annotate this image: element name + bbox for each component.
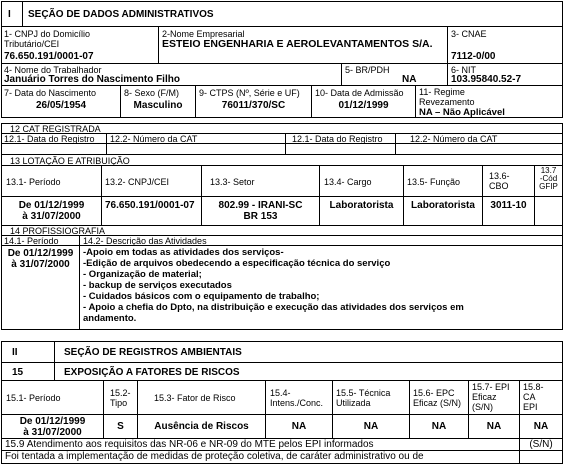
lotacao-header-text: 13 LOTAÇÃO E ATRIBUIÇÃO xyxy=(10,156,130,166)
lot-h-funcao xyxy=(403,165,483,197)
lot-v-cargo-value: Laboratorista xyxy=(329,200,394,211)
prof-line-5: - Cuidados básicos com o equipamento de trabalho; xyxy=(83,291,320,302)
exp-v-epc xyxy=(409,414,469,439)
prof-line-4: - backup de serviços executados xyxy=(83,280,232,291)
prof-line-3: - Organização de material; xyxy=(83,269,202,280)
lot-v-cargo xyxy=(319,196,404,226)
lot-h-setor xyxy=(201,165,320,197)
exp-v-epi-value: NA xyxy=(486,421,502,432)
exp-v-tipo-value: S xyxy=(117,421,124,432)
exp-v-intens-value: NA xyxy=(291,421,307,432)
sexo-value: Masculino xyxy=(133,100,183,111)
section-1-title: SEÇÃO DE DADOS ADMINISTRATIVOS xyxy=(28,9,214,20)
admissao-value: 01/12/1999 xyxy=(338,100,389,111)
exp-h-tipo-label: 15.2- Tipo xyxy=(110,388,131,408)
exp-h-epc-label: 15.6- EPC Eficaz (S/N) xyxy=(413,388,462,408)
nascimento-value: 26/05/1954 xyxy=(35,100,87,111)
prof-line-2: -Edição de arquivos obedecendo a especificação técnica do serviço xyxy=(83,258,391,269)
lot-v-cbo xyxy=(482,196,535,226)
lot-v-periodo xyxy=(1,196,102,226)
br-pdh-value: NA xyxy=(402,74,417,85)
exp-v-epc-value: NA xyxy=(431,421,447,432)
lot-h-cbo xyxy=(482,165,535,197)
exp-v-ca xyxy=(519,414,563,439)
ctps-cell xyxy=(195,85,312,118)
exp-h-intens xyxy=(265,380,333,415)
cnae-value: 7112-0/00 xyxy=(451,51,496,62)
sexo-cell xyxy=(120,85,196,118)
prof-line-6: - Apoio a chefia do Dpto, na distribuição e execução das atividades dos serviços em xyxy=(83,302,464,313)
item-15-9-sn-label: (S/N) xyxy=(529,439,553,450)
lot-v-setor-value: 802.99 - IRANI-SC BR 153 xyxy=(218,200,303,222)
exp-h-intens-label: 15.4- Intens./Conc. xyxy=(270,388,324,408)
exposicao-number: 15 xyxy=(12,367,24,378)
cat-col-4-label: 12.2- Número da CAT xyxy=(410,134,498,144)
nit-label: 6- NIT xyxy=(451,65,477,75)
empresa-label: 2-Nome Empresarial xyxy=(162,29,245,39)
br-pdh-label: 5- BR/PDH xyxy=(345,65,390,75)
section-1-header xyxy=(1,1,563,27)
cat-col-1-label: 12.1- Data do Registro xyxy=(4,134,95,144)
lot-h-gfip xyxy=(534,165,563,197)
nit-value: 103.95840.52-7 xyxy=(451,74,522,85)
lot-h-cargo xyxy=(319,165,404,197)
exp-h-periodo-label: 15.1- Período xyxy=(6,393,61,403)
nascimento-cell xyxy=(1,85,121,118)
prof-v-periodo-value: De 01/12/1999 à 31/07/2000 xyxy=(7,248,74,270)
lot-h-periodo xyxy=(1,165,102,197)
exp-h-epi-label: 15.7- EPI Eficaz (S/N) xyxy=(472,382,510,412)
exp-v-tecnica xyxy=(332,414,410,439)
lot-h-cnpj xyxy=(101,165,202,197)
cnae-label: 3- CNAE xyxy=(451,29,487,39)
nascimento-label: 7- Data do Nascimento xyxy=(4,88,97,98)
ctps-label: 9- CTPS (Nº, Série e UF) xyxy=(199,88,300,98)
section-2-number: II xyxy=(12,347,18,358)
lot-h-setor-label: 13.3- Setor xyxy=(210,177,255,187)
lot-h-funcao-label: 13.5- Função xyxy=(407,177,461,187)
cnpj-value: 76.650.191/0001-07 xyxy=(4,51,94,62)
divider xyxy=(54,362,55,381)
section-1-number: I xyxy=(8,9,11,20)
exposicao-title: EXPOSIÇÃO A FATORES DE RISCOS xyxy=(64,367,240,378)
trabalhador-label: 4- Nome do Trabalhador xyxy=(4,65,102,75)
exp-h-tipo xyxy=(103,380,138,415)
prof-line-7: andamento. xyxy=(83,313,137,324)
exp-v-ca-value: NA xyxy=(533,421,549,432)
exp-v-periodo-value: De 01/12/1999 à 31/07/2000 xyxy=(19,416,86,438)
lot-v-funcao-value: Laboratorista xyxy=(411,200,475,211)
cnpj-cell xyxy=(1,26,159,64)
divider xyxy=(22,1,23,27)
item-15-9-1-text: Foi tentada a implementação de medidas de proteção coletiva, de caráter administrativo ou de xyxy=(5,451,424,462)
divider xyxy=(54,341,55,363)
empresa-cell xyxy=(158,26,448,64)
prof-v-periodo xyxy=(1,245,80,330)
cnae-cell xyxy=(447,26,563,64)
br-pdh-cell xyxy=(341,63,448,86)
regime-label: 11- Regime Revezamento xyxy=(419,87,475,107)
exp-h-epi xyxy=(468,380,520,415)
exp-v-tipo xyxy=(103,414,138,439)
prof-v-descricao xyxy=(79,245,563,330)
lot-h-gfip-label: 13.7 -Cód GFIP xyxy=(539,166,558,191)
exp-h-fator-label: 15.3- Fator de Risco xyxy=(154,393,236,403)
exp-h-fator xyxy=(137,380,266,415)
exp-h-periodo xyxy=(1,380,104,415)
prof-h-descricao-label: 14.2- Descrição das Atividades xyxy=(83,236,207,246)
cat-col-2-label: 12.2- Número da CAT xyxy=(110,134,198,144)
lot-h-cargo-label: 13.4- Cargo xyxy=(324,177,372,187)
exp-v-intens xyxy=(265,414,333,439)
exp-h-epc xyxy=(409,380,469,415)
prof-line-1: -Apoio em todas as atividades dos serviços- xyxy=(83,247,284,258)
exp-h-tecnica xyxy=(332,380,410,415)
cnpj-label: 1- CNPJ do Domicílio Tributário/CEI xyxy=(4,29,91,49)
lot-v-cnpj-value: 76.650.191/0001-07 xyxy=(105,200,195,211)
exp-v-periodo xyxy=(1,414,104,439)
section-2-header xyxy=(1,341,563,363)
exp-h-ca xyxy=(519,380,563,415)
regime-cell xyxy=(415,85,563,118)
item-15-9-1-sn xyxy=(519,450,563,464)
exp-h-tecnica-label: 15.5- Técnica Utilizada xyxy=(336,388,391,408)
lot-v-gfip xyxy=(534,196,563,226)
admissao-cell xyxy=(311,85,416,118)
lot-h-cnpj-label: 13.2- CNPJ/CEI xyxy=(105,177,170,187)
lot-h-periodo-label: 13.1- Período xyxy=(6,177,61,187)
trabalhador-value: Januário Torres do Nascimento Filho xyxy=(4,74,180,85)
exp-v-fator-value: Ausência de Riscos xyxy=(154,421,249,432)
profissiografia-header-text: 14 PROFISSIOGRAFIA xyxy=(10,226,106,236)
exp-v-epi xyxy=(468,414,520,439)
exp-v-fator xyxy=(137,414,266,439)
empresa-value: ESTEIO ENGENHARIA E AEROLEVANTAMENTOS S/A. xyxy=(162,38,433,50)
exp-h-ca-label: 15.8- CA EPI xyxy=(523,382,544,412)
regime-value: NA – Não Aplicável xyxy=(419,107,505,118)
admissao-label: 10- Data de Admissão xyxy=(315,88,404,98)
lot-v-setor xyxy=(201,196,320,226)
nit-cell xyxy=(447,63,563,86)
section-2-title: SEÇÃO DE REGISTROS AMBIENTAIS xyxy=(64,347,242,358)
prof-h-periodo-label: 14.1- Período xyxy=(4,236,59,246)
cat-col-3-label: 12.1- Data do Registro xyxy=(292,134,383,144)
exp-v-tecnica-value: NA xyxy=(363,421,379,432)
exposicao-header xyxy=(1,362,563,381)
lot-v-cnpj xyxy=(101,196,202,226)
ctps-value: 76011/370/SC xyxy=(221,100,286,111)
cat-header-text: 12 CAT REGISTRADA xyxy=(10,124,101,134)
trabalhador-cell xyxy=(1,63,342,86)
item-15-9-1 xyxy=(1,450,520,464)
item-15-9-text: 15.9 Atendimento aos requisitos das NR-06 e NR-09 do MTE pelos EPI informados xyxy=(5,439,374,450)
lot-v-cbo-value: 3011-10 xyxy=(490,200,527,211)
lot-v-funcao xyxy=(403,196,483,226)
lot-h-cbo-label: 13.6- CBO xyxy=(489,171,510,191)
lot-v-periodo-value: De 01/12/1999 à 31/07/2000 xyxy=(18,200,85,222)
sexo-label: 8- Sexo (F/M) xyxy=(124,88,180,98)
